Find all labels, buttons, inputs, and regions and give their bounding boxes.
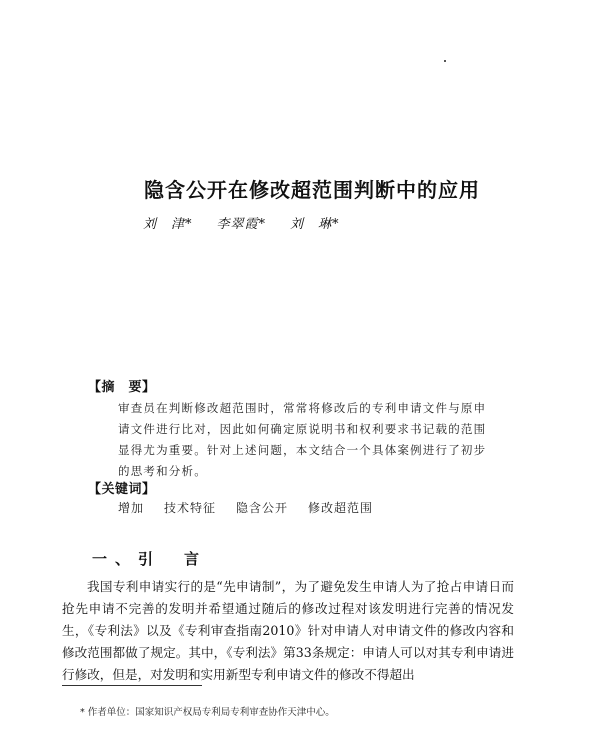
keyword-item: 增加 [118, 501, 145, 515]
keyword-item: 修改超范围 [308, 501, 374, 515]
abstract-text: 审查员在判断修改超范围时，常常将修改后的专利申请文件与原申请文件进行比对，因此如何确定原说明书和权利要求书记载的范围显得尤为重要。针对上述问题，本文结合一个具体案例进行了初步的思考和分析。 [118, 401, 487, 478]
keyword-item: 技术特征 [164, 501, 217, 515]
footnote-divider [62, 685, 202, 686]
keyword-list [118, 499, 373, 516]
keyword-item: 隐含公开 [236, 501, 289, 515]
author-1: 刘 津* [143, 217, 193, 232]
keywords-label: 【关键词】 [88, 482, 156, 497]
paper-title: 隐含公开在修改超范围判断中的应用 [144, 178, 480, 202]
author-list [143, 213, 340, 232]
author-3: 刘 琳* [290, 217, 340, 232]
scan-speck [444, 60, 446, 62]
section-heading: 一、引 言 [92, 550, 208, 568]
footnote: * 作者单位：国家知识产权局专利局专利审查协作天津中心。 [80, 707, 335, 718]
author-2: 李翠霞* [216, 217, 267, 232]
abstract-label: 【摘 要】 [88, 380, 156, 395]
body-paragraph: 我国专利申请实行的是“先申请制”，为了避免发生申请人为了抢占申请日而抢先申请不完善的发明并希望通过随后的修改过程对该发明进行完善的情况发生，《专利法》以及《专利审查指南2010》针对申请人对申请文件的修改内容和修改范围都做了规定。其中，《专利法》第33条规定：申请人可以对其专利申请进行修改，但是，对发明和实用新型专利申请文件的修改不得超出 [62, 579, 514, 682]
